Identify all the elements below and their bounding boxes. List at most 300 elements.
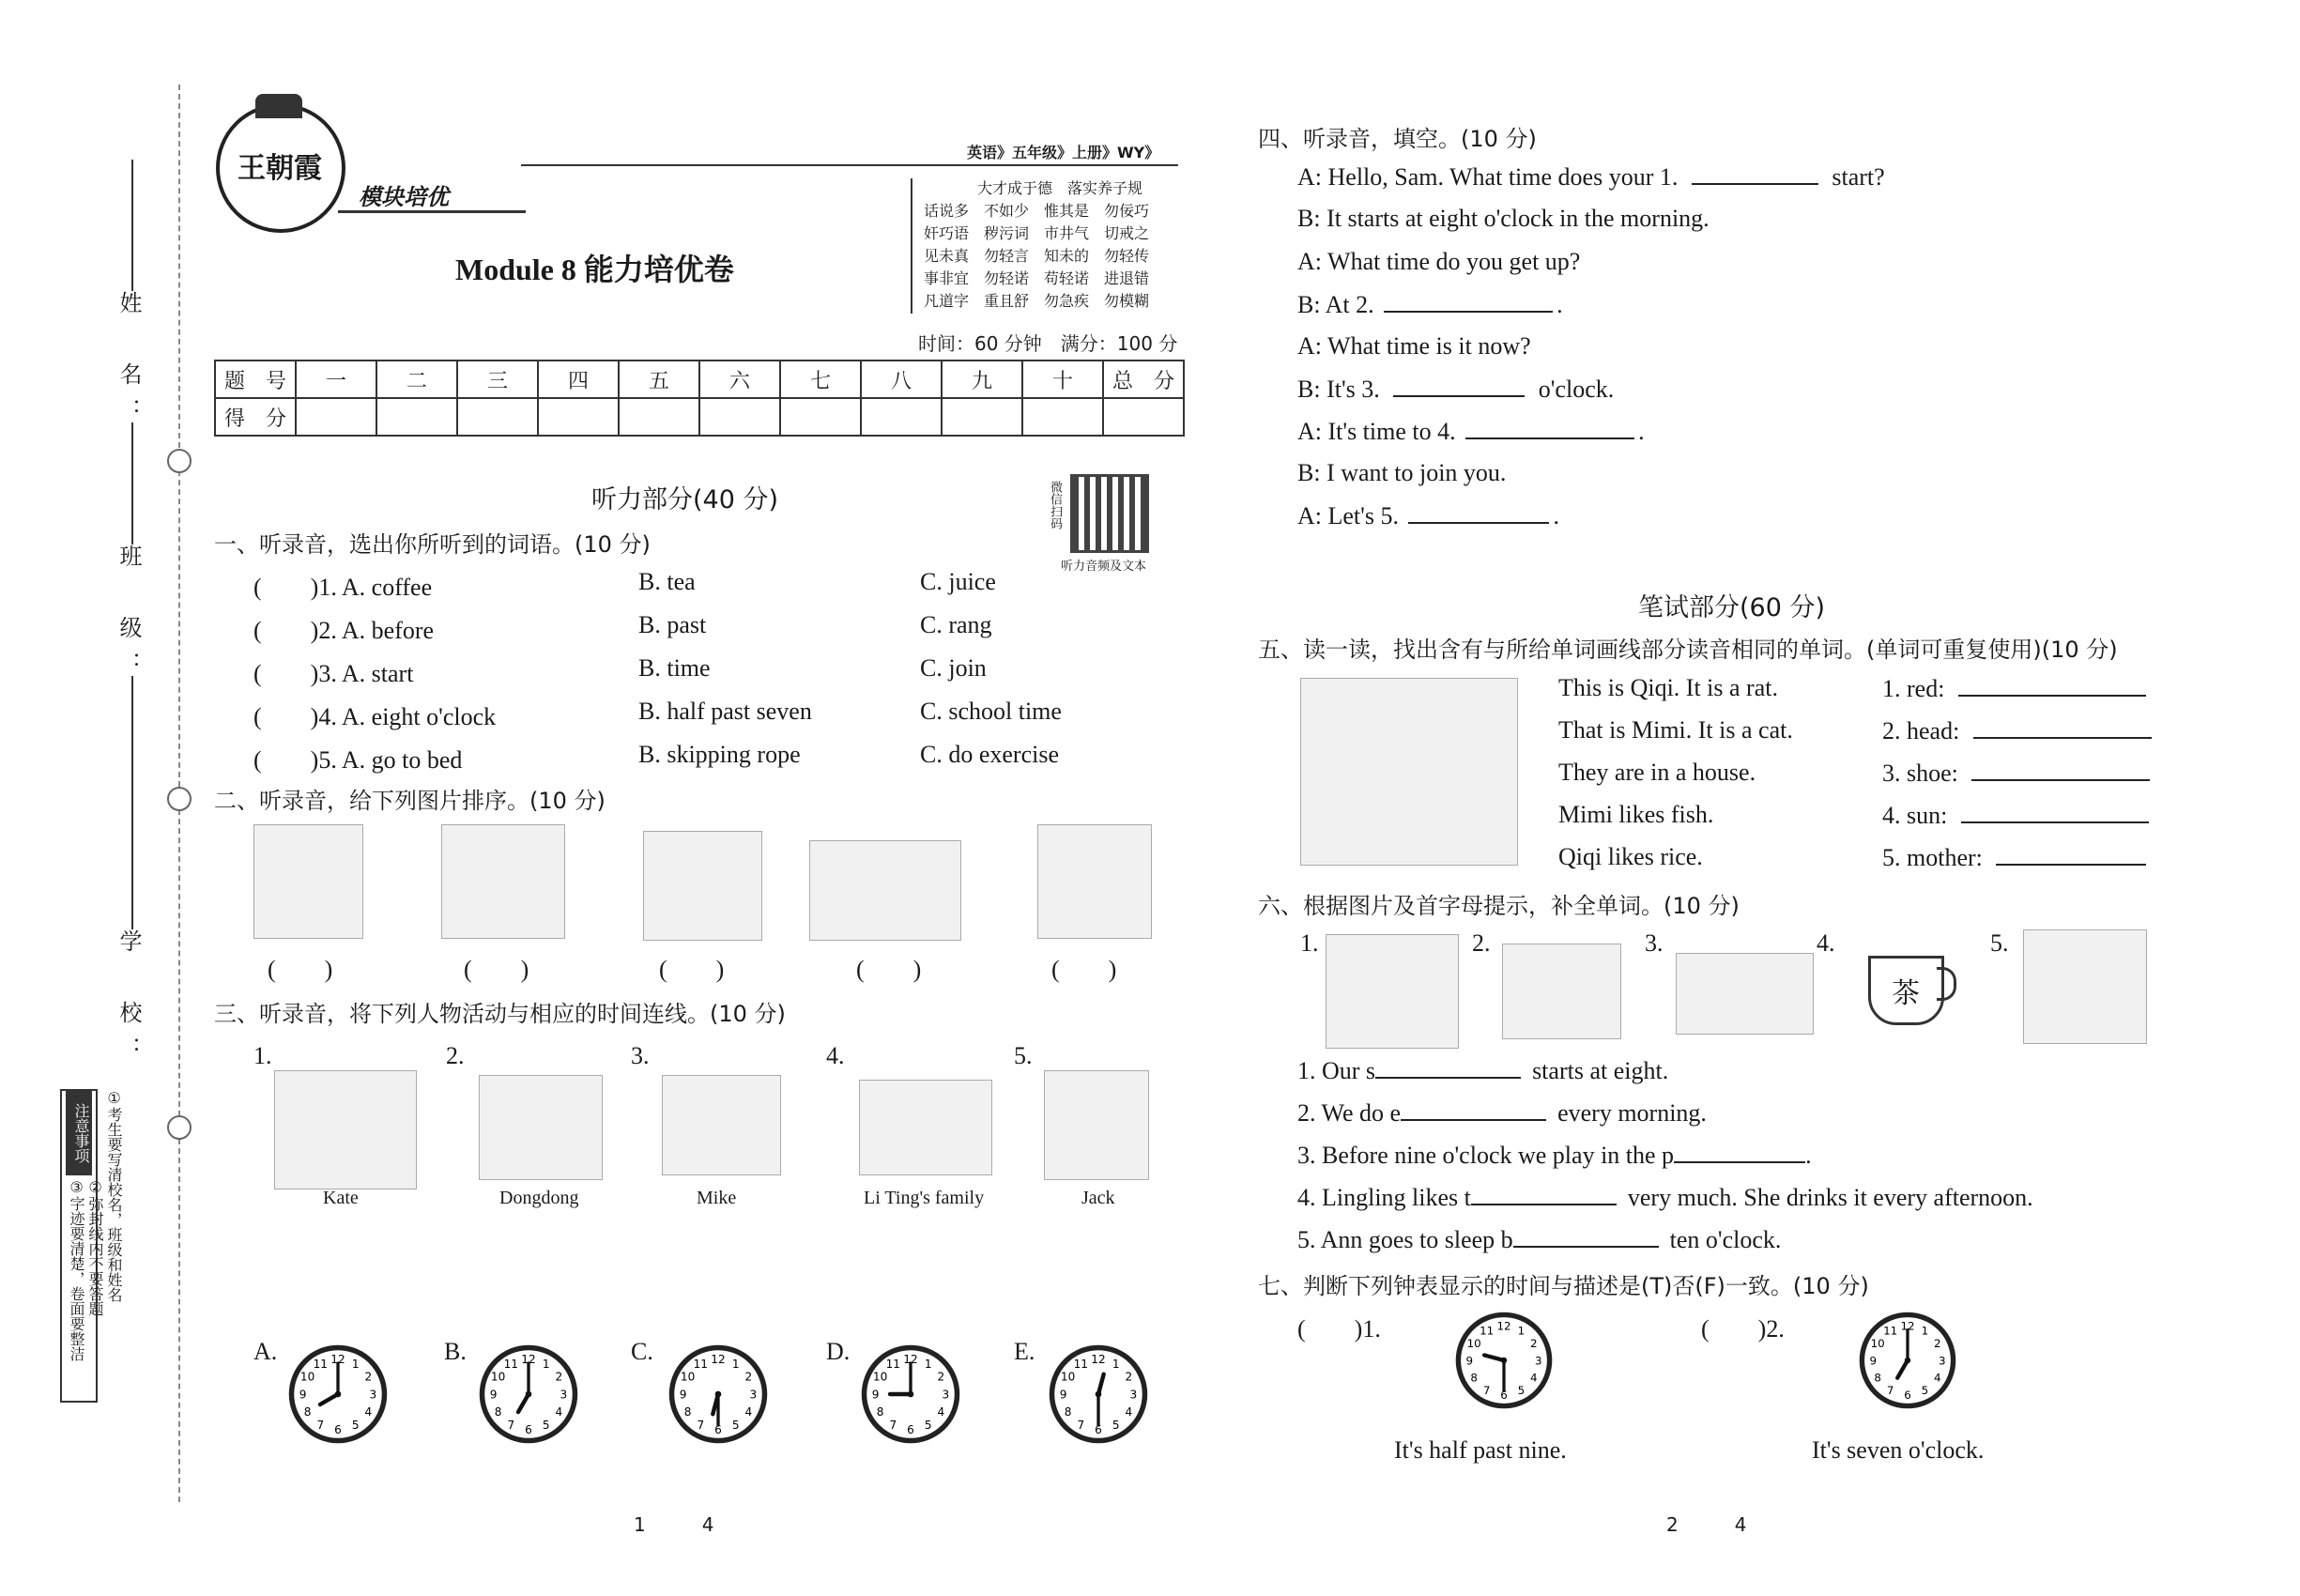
clock-numeral: 5 xyxy=(351,1418,360,1432)
dialogue-text: A: It's time to 4. xyxy=(1297,418,1456,445)
s6-line xyxy=(1297,1141,1812,1170)
clock-numeral: 12 xyxy=(903,1353,918,1366)
clock-numeral: 5 xyxy=(731,1418,740,1432)
clock-center xyxy=(1501,1358,1507,1363)
s1-num[interactable]: ( )4. A. eight o'clock xyxy=(253,703,497,730)
score-col: 总 分 xyxy=(1103,361,1184,398)
picture-school-clock xyxy=(1326,934,1459,1049)
clock-numeral: 2 xyxy=(1530,1336,1538,1350)
dialogue-text: . xyxy=(1638,418,1645,445)
dialogue-text: B: At 2. xyxy=(1297,291,1374,318)
s1-option-b[interactable]: B. past xyxy=(638,611,707,638)
clock-numeral: 7 xyxy=(316,1418,325,1432)
notice-title: 注意事项 xyxy=(66,1091,92,1175)
score-cell[interactable] xyxy=(699,398,780,436)
clock-numeral: 6 xyxy=(907,1422,914,1436)
clock-numeral: 11 xyxy=(693,1358,708,1372)
s1-option-c[interactable]: C. join xyxy=(920,654,987,682)
clock-numeral: 3 xyxy=(369,1388,377,1402)
clock-numeral: 3 xyxy=(1938,1354,1946,1368)
section-6-title: 六、根据图片及首字母提示，补全单词。(10 分) xyxy=(1258,893,1740,919)
s6-pic-num: 3. xyxy=(1645,929,1664,957)
clock-numeral: 8 xyxy=(494,1405,502,1420)
dialogue-line-6 xyxy=(1297,375,1614,404)
notice-item-1: ①考生要写清校名，班级和姓名 xyxy=(105,1089,123,1302)
s1-option-b[interactable]: B. skipping rope xyxy=(638,741,801,768)
dialogue-line-9 xyxy=(1297,501,1559,530)
score-col: 六 xyxy=(699,361,780,398)
notice-item-3: ③字迹要清楚，卷面要整洁 xyxy=(68,1178,85,1361)
score-col: 三 xyxy=(457,361,538,398)
clock-numeral: 2 xyxy=(937,1370,945,1384)
person-num: 5. xyxy=(1014,1042,1033,1069)
crown-icon xyxy=(255,94,302,118)
picture-classroom-clock xyxy=(1037,824,1152,939)
score-table xyxy=(214,360,1185,437)
clock-numeral: 9 xyxy=(679,1388,687,1402)
picture-dongdong-computer xyxy=(479,1075,603,1180)
clock-numeral: 9 xyxy=(299,1388,307,1402)
dialogue-text: B: It's 3. xyxy=(1297,376,1380,403)
series-label: 模块培优 xyxy=(359,184,449,210)
section-5-title: 五、读一读，找出含有与所给单词画线部分读音相同的单词。(单词可重复使用)(10 分) xyxy=(1258,637,2118,663)
picture-park xyxy=(1676,953,1814,1035)
score-cell[interactable] xyxy=(538,398,619,436)
s1-num[interactable]: ( )3. A. start xyxy=(253,660,414,687)
dialogue-text: A: Hello, Sam. What time does your 1. xyxy=(1297,163,1679,191)
clock-numeral: 11 xyxy=(1883,1324,1898,1338)
score-col: 十 xyxy=(1022,361,1103,398)
dialogue-line-7 xyxy=(1297,417,1645,446)
clock-numeral: 10 xyxy=(1870,1336,1885,1350)
clock-icon[interactable] xyxy=(1047,1343,1150,1446)
s7-num[interactable]: ( )1. xyxy=(1297,1315,1381,1343)
s6-text: 3. Before nine o'clock we play in the p xyxy=(1297,1142,1675,1169)
clock-letter: A. xyxy=(253,1338,278,1365)
section-1-title: 一、听录音，选出你所听到的词语。(10 分) xyxy=(214,531,651,558)
clock-numeral: 12 xyxy=(1091,1353,1106,1366)
clock-numeral: 9 xyxy=(489,1388,498,1402)
s1-option-b[interactable]: B. tea xyxy=(638,568,696,595)
clock-numeral: 8 xyxy=(303,1405,312,1420)
person-name: Li Ting's family xyxy=(864,1188,985,1208)
clock-numeral: 8 xyxy=(683,1405,692,1420)
logo-badge xyxy=(216,103,345,233)
s1-item xyxy=(253,741,1192,778)
clock-center xyxy=(526,1391,532,1398)
clock-numeral: 7 xyxy=(1077,1418,1085,1432)
clock-numeral: 3 xyxy=(1534,1354,1542,1368)
s1-option-c[interactable]: C. do exercise xyxy=(920,741,1060,768)
s7-caption: It's half past nine. xyxy=(1394,1436,1567,1464)
clock-icon xyxy=(1453,1310,1555,1411)
person-num: 2. xyxy=(446,1042,465,1069)
fill-blank[interactable] xyxy=(1674,1141,1805,1163)
name-label: 姓 名： xyxy=(115,291,142,434)
picture-kate-desk xyxy=(274,1070,417,1189)
s6-text: very much. She drinks it every afternoon. xyxy=(1627,1184,2033,1211)
clock-numeral: 4 xyxy=(937,1405,945,1420)
s1-option-b[interactable]: B. time xyxy=(638,654,711,682)
cup-handle xyxy=(1937,967,1956,1001)
tea-char: 茶 xyxy=(1892,977,1920,1010)
s1-item xyxy=(253,611,1192,649)
score-col: 一 xyxy=(296,361,376,398)
clock-numeral: 9 xyxy=(871,1388,880,1402)
score-cell[interactable] xyxy=(780,398,861,436)
dialogue-text: . xyxy=(1556,291,1563,318)
clock-numeral: 4 xyxy=(1530,1371,1538,1385)
solid-line-3 xyxy=(131,676,133,929)
clock-numeral: 1 xyxy=(731,1358,740,1372)
clock-numeral: 7 xyxy=(1886,1384,1894,1398)
clock-numeral: 10 xyxy=(299,1370,315,1384)
s6-text: 1. Our s xyxy=(1297,1057,1376,1084)
clock-center xyxy=(908,1391,914,1398)
solid-line-1 xyxy=(131,160,133,291)
picture-sleeping-clock xyxy=(2023,929,2147,1044)
clock-center xyxy=(335,1391,342,1398)
clock-center xyxy=(1096,1391,1102,1398)
clock-numeral: 2 xyxy=(1934,1336,1941,1350)
picture-skipping-rope xyxy=(809,840,961,941)
dialogue-text: A: Let's 5. xyxy=(1297,502,1399,529)
section-4-title: 四、听录音，填空。(10 分) xyxy=(1258,126,1537,152)
picture-children-exercise xyxy=(643,831,762,941)
s6-text: 2. We do e xyxy=(1297,1099,1402,1127)
dialogue-line-3: A: What time do you get up? xyxy=(1297,248,1581,275)
clock-numeral: 9 xyxy=(1059,1388,1067,1402)
s2-answer-blank[interactable]: ( ) xyxy=(659,956,725,983)
clock-numeral: 6 xyxy=(1500,1389,1508,1403)
score-cell[interactable] xyxy=(1022,398,1103,436)
score-col: 七 xyxy=(780,361,861,398)
s6-text: ten o'clock. xyxy=(1669,1226,1782,1253)
person-name: Dongdong xyxy=(499,1188,579,1208)
score-cell[interactable] xyxy=(296,398,376,436)
person-name: Kate xyxy=(323,1188,359,1208)
score-col: 八 xyxy=(861,361,942,398)
clock-numeral: 12 xyxy=(1496,1319,1511,1333)
clock-center xyxy=(715,1391,722,1398)
fill-blank[interactable] xyxy=(1465,417,1634,439)
person-num: 3. xyxy=(631,1042,650,1069)
s6-line xyxy=(1297,1183,2033,1212)
dialogue-line-2: B: It starts at eight o'clock in the morning. xyxy=(1297,205,1710,232)
s5-word-row xyxy=(1882,759,2150,788)
clock-numeral: 12 xyxy=(711,1353,726,1366)
score-value-row xyxy=(215,398,1184,436)
fill-blank[interactable] xyxy=(1996,843,2146,866)
s6-line xyxy=(1297,1098,1707,1128)
clock-numeral: 9 xyxy=(1465,1354,1474,1368)
s1-option-b[interactable]: B. half past seven xyxy=(638,698,812,725)
listening-heading: 听力部分(40 分) xyxy=(591,485,779,514)
series-banner xyxy=(338,176,526,213)
clock-numeral: 8 xyxy=(876,1405,884,1420)
s6-pic-num: 4. xyxy=(1817,929,1835,957)
s6-line xyxy=(1297,1225,1781,1254)
tea-cup-icon xyxy=(1868,956,1944,1025)
score-col: 二 xyxy=(376,361,457,398)
clock-numeral: 10 xyxy=(490,1370,506,1384)
s5-word: 4. sun: xyxy=(1882,802,1948,829)
clock-numeral: 12 xyxy=(521,1353,536,1366)
person-name: Jack xyxy=(1081,1188,1115,1208)
clock-letter: C. xyxy=(631,1338,653,1365)
score-cell[interactable] xyxy=(619,398,699,436)
s6-text: . xyxy=(1805,1142,1812,1169)
clock-numeral: 7 xyxy=(507,1418,515,1432)
clock-numeral: 12 xyxy=(330,1353,345,1366)
score-row-label: 得 分 xyxy=(215,398,296,436)
s2-answer-blank[interactable]: ( ) xyxy=(464,956,529,983)
s1-item xyxy=(253,698,1192,735)
clock-numeral: 11 xyxy=(885,1358,900,1372)
clock-letter: D. xyxy=(826,1338,851,1365)
fill-blank[interactable] xyxy=(1513,1225,1659,1248)
fill-blank[interactable] xyxy=(1393,375,1525,397)
s5-sentence: Mimi likes fish. xyxy=(1558,801,1714,828)
clock-numeral: 2 xyxy=(364,1370,373,1384)
dialogue-text: o'clock. xyxy=(1538,376,1615,403)
clock-numeral: 4 xyxy=(1934,1371,1941,1385)
s5-word-row xyxy=(1882,674,2146,703)
clock-letter: B. xyxy=(444,1338,467,1365)
picture-family-dinner xyxy=(859,1080,992,1175)
clock-numeral: 11 xyxy=(313,1358,328,1372)
clock-icon xyxy=(1857,1310,1958,1411)
s6-text: starts at eight. xyxy=(1532,1057,1669,1084)
clock-numeral: 7 xyxy=(1482,1384,1491,1398)
clock-numeral: 10 xyxy=(1060,1370,1076,1384)
clock-numeral: 9 xyxy=(1869,1354,1878,1368)
person-name: Mike xyxy=(697,1188,737,1208)
clock-numeral: 5 xyxy=(542,1418,550,1432)
clock-numeral: 1 xyxy=(351,1358,360,1372)
clock-numeral: 4 xyxy=(744,1405,753,1420)
binding-margin xyxy=(0,0,188,1596)
score-row-label: 题 号 xyxy=(215,361,296,398)
picture-park-scene xyxy=(253,824,363,939)
fill-blank[interactable] xyxy=(1471,1183,1617,1205)
clock-numeral: 1 xyxy=(924,1358,932,1372)
clock-numeral: 1 xyxy=(1921,1324,1929,1338)
s5-word: 5. mother: xyxy=(1882,844,1983,871)
s5-sentence: They are in a house. xyxy=(1558,759,1756,786)
clock-numeral: 6 xyxy=(1095,1422,1102,1436)
clock-numeral: 6 xyxy=(1904,1389,1911,1403)
s5-word-row xyxy=(1882,716,2152,745)
clock-numeral: 1 xyxy=(542,1358,550,1372)
qr-sub: 听力音频及文本 xyxy=(1061,560,1147,574)
score-cell[interactable] xyxy=(1103,398,1184,436)
s1-option-c[interactable]: C. school time xyxy=(920,698,1062,725)
s5-sentence: That is Mimi. It is a cat. xyxy=(1558,716,1793,744)
fill-blank[interactable] xyxy=(1692,162,1818,185)
meta-tags: 英语》五年级》上册》WY》 xyxy=(967,144,1160,161)
score-col: 九 xyxy=(942,361,1022,398)
s5-word-row xyxy=(1882,801,2149,830)
clock-numeral: 5 xyxy=(1517,1384,1526,1398)
s6-line xyxy=(1297,1056,1668,1085)
clock-numeral: 4 xyxy=(555,1405,563,1420)
s2-answer-blank[interactable]: ( ) xyxy=(1051,956,1117,983)
fill-blank[interactable] xyxy=(1961,801,2149,823)
header-rule xyxy=(521,164,1178,166)
clock-numeral: 4 xyxy=(1125,1405,1133,1420)
score-cell[interactable] xyxy=(861,398,942,436)
seal-icon xyxy=(167,449,192,473)
seal-icon xyxy=(167,1115,192,1140)
s5-word: 1. red: xyxy=(1882,675,1945,702)
clock-numeral: 11 xyxy=(1073,1358,1088,1372)
section-2-title: 二、听录音，给下列图片排序。(10 分) xyxy=(214,788,606,814)
fill-blank[interactable] xyxy=(1384,290,1553,313)
s2-answer-blank[interactable]: ( ) xyxy=(268,956,333,983)
fill-blank[interactable] xyxy=(1375,1056,1521,1079)
clock-numeral: 2 xyxy=(1125,1370,1133,1384)
score-col: 四 xyxy=(538,361,619,398)
s7-num[interactable]: ( )2. xyxy=(1701,1315,1785,1343)
time-score: 时间：60 分钟 满分：100 分 xyxy=(918,332,1178,355)
dialogue-line-4 xyxy=(1297,290,1563,319)
person-num: 4. xyxy=(826,1042,845,1069)
seal-icon xyxy=(167,787,192,811)
section-7-title: 七、判断下列钟表显示的时间与描述是(T)否(F)一致。(10 分) xyxy=(1258,1273,1869,1299)
fill-blank[interactable] xyxy=(1408,501,1549,524)
clock-numeral: 8 xyxy=(1470,1371,1478,1385)
s6-text: 4. Lingling likes t xyxy=(1297,1184,1471,1211)
clock-numeral: 2 xyxy=(744,1370,753,1384)
clock-numeral: 10 xyxy=(680,1370,696,1384)
s6-text: every morning. xyxy=(1557,1099,1707,1127)
s5-word-row xyxy=(1882,843,2146,872)
section-3-title: 三、听录音，将下列人物活动与相应的时间连线。(10 分) xyxy=(214,1001,786,1027)
notice-item-2: ②弥封线内不要答题 xyxy=(86,1178,104,1316)
clock-icon[interactable] xyxy=(859,1343,962,1446)
clock-letter: E. xyxy=(1014,1338,1035,1365)
fill-blank[interactable] xyxy=(1973,716,2152,739)
clock-numeral: 8 xyxy=(1874,1371,1881,1385)
clock-numeral: 4 xyxy=(364,1405,373,1420)
dialogue-line-1 xyxy=(1297,162,1885,192)
score-cell[interactable] xyxy=(457,398,538,436)
clock-numeral: 8 xyxy=(1064,1405,1072,1420)
score-cell[interactable] xyxy=(942,398,1022,436)
clock-numeral: 5 xyxy=(924,1418,932,1432)
s1-num[interactable]: ( )5. A. go to bed xyxy=(253,746,463,774)
dialogue-text: start? xyxy=(1832,163,1885,191)
dialogue-line-5: A: What time is it now? xyxy=(1297,332,1531,360)
page-footer-right: 2 4 xyxy=(1666,1513,1747,1536)
s6-text: 5. Ann goes to sleep b xyxy=(1297,1226,1513,1253)
clock-numeral: 11 xyxy=(1480,1324,1495,1338)
s5-word: 2. head: xyxy=(1882,717,1960,744)
clock-numeral: 6 xyxy=(334,1422,342,1436)
picture-cat-and-rat xyxy=(1300,678,1518,866)
motto-line: 凡道字 重且舒 勿急疾 勿模糊 xyxy=(924,294,1150,310)
s5-word: 3. shoe: xyxy=(1882,760,1958,787)
motto-line: 大才成于德 落实养子规 xyxy=(976,181,1142,197)
motto-line: 事非宜 勿轻诺 苟轻诺 进退错 xyxy=(924,271,1150,287)
score-cell[interactable] xyxy=(376,398,457,436)
motto-line: 见未真 勿轻言 知未的 勿轻传 xyxy=(924,249,1150,265)
clock-numeral: 7 xyxy=(889,1418,897,1432)
school-label: 学 校： xyxy=(115,929,142,1072)
person-num: 1. xyxy=(253,1042,272,1069)
clock-center xyxy=(1905,1358,1910,1363)
qr-caption: 微信扫码 xyxy=(1048,481,1062,529)
clock-icon[interactable] xyxy=(286,1343,390,1446)
picture-jack-walking xyxy=(1044,1070,1149,1180)
fill-blank[interactable] xyxy=(1958,674,2146,697)
s5-sentence: This is Qiqi. It is a rat. xyxy=(1558,674,1778,701)
score-col: 五 xyxy=(619,361,699,398)
motto-block xyxy=(911,178,1196,314)
clock-numeral: 7 xyxy=(697,1418,705,1432)
score-header-row xyxy=(215,361,1184,398)
picture-mike-bed xyxy=(662,1075,781,1175)
s1-item xyxy=(253,654,1192,692)
qr-code-icon xyxy=(1070,474,1149,553)
s1-num[interactable]: ( )1. A. coffee xyxy=(253,574,433,601)
page-title: Module 8 能力培优卷 xyxy=(455,253,734,286)
clock-numeral: 5 xyxy=(1112,1418,1120,1432)
s1-item xyxy=(253,568,1192,606)
s5-sentence: Qiqi likes rice. xyxy=(1558,843,1703,870)
clock-numeral: 3 xyxy=(560,1388,568,1402)
clock-numeral: 1 xyxy=(1517,1324,1526,1338)
s1-option-c[interactable]: C. juice xyxy=(920,568,996,595)
clock-numeral: 10 xyxy=(872,1370,888,1384)
clock-numeral: 3 xyxy=(749,1388,758,1402)
s2-answer-blank[interactable]: ( ) xyxy=(856,956,922,983)
clock-numeral: 3 xyxy=(1129,1388,1138,1402)
written-heading: 笔试部分(60 分) xyxy=(1638,593,1826,622)
clock-numeral: 2 xyxy=(555,1370,563,1384)
dialogue-line-8: B: I want to join you. xyxy=(1297,459,1507,486)
logo-text: 王朝霞 xyxy=(238,152,322,185)
clock-numeral: 11 xyxy=(503,1358,518,1372)
s1-num[interactable]: ( )2. A. before xyxy=(253,617,435,644)
s7-caption: It's seven o'clock. xyxy=(1812,1436,1985,1464)
fill-blank[interactable] xyxy=(1401,1098,1546,1121)
s6-pic-num: 1. xyxy=(1300,929,1319,957)
picture-boy-waking xyxy=(441,824,565,939)
clock-numeral: 12 xyxy=(1900,1319,1915,1333)
clock-icon[interactable] xyxy=(667,1343,770,1446)
s1-option-c[interactable]: C. rang xyxy=(920,611,992,638)
s6-pic-num: 5. xyxy=(1990,929,2009,957)
clock-numeral: 5 xyxy=(1921,1384,1929,1398)
motto-line: 话说多 不如少 惟其是 勿佞巧 xyxy=(924,204,1150,220)
s6-pic-num: 2. xyxy=(1472,929,1491,957)
class-label: 班 级： xyxy=(115,545,142,687)
clock-numeral: 3 xyxy=(942,1388,950,1402)
clock-numeral: 6 xyxy=(525,1422,532,1436)
clock-icon[interactable] xyxy=(477,1343,580,1446)
page-footer-left: 1 4 xyxy=(634,1513,714,1536)
fill-blank[interactable] xyxy=(1971,759,2150,781)
clock-numeral: 6 xyxy=(714,1422,722,1436)
motto-line: 奸巧语 秽污词 市井气 切戒之 xyxy=(924,226,1150,242)
picture-exercise xyxy=(1502,944,1621,1039)
solid-line-2 xyxy=(131,422,133,545)
clock-numeral: 10 xyxy=(1466,1336,1481,1350)
clock-numeral: 1 xyxy=(1112,1358,1120,1372)
dialogue-text: . xyxy=(1553,502,1559,529)
